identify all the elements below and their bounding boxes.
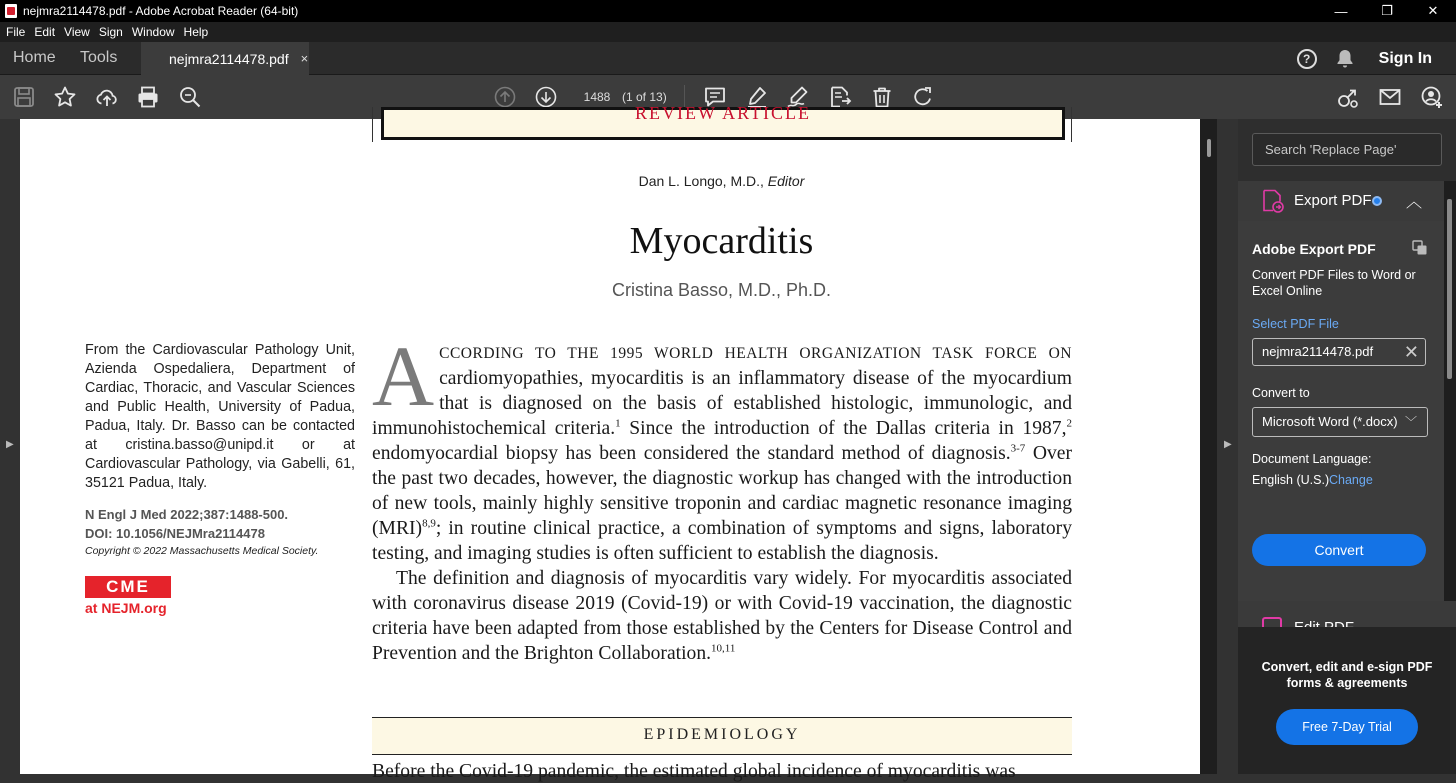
text-run: cardiomyopathies, myocarditis is an inflammatory disease of the myocardium that is diagnosed on the basis of established histologic, immunologic, and immunohistochemical criteria. (372, 368, 1072, 439)
clear-file-icon[interactable]: ✕ (1403, 342, 1419, 362)
document-language-value: English (U.S.) (1252, 473, 1330, 487)
premium-badge-icon (1372, 196, 1382, 206)
menu-view[interactable]: View (64, 25, 90, 39)
window-title: nejmra2114478.pdf - Adobe Acrobat Reader (64-bit) (23, 4, 299, 18)
article-banner-frame (381, 103, 1065, 140)
change-language-link[interactable]: Change (1329, 473, 1373, 487)
affiliation-note: From the Cardiovascular Pathology Unit, Azienda Ospedaliera, Department of Cardiac, Thoracic, and Vascular Sciences and Public Health, University of Padua, Padua, Italy. Dr. Basso can be contacted at cristina.basso@unipd.it or at Cardiovascular Pathology, via Gabelli, 61, 35121 Padua, Italy. (85, 342, 355, 491)
section-rule-bottom (372, 754, 1072, 755)
print-icon[interactable] (136, 85, 160, 109)
selected-file-name: nejmra2114478.pdf (1262, 344, 1374, 359)
export-pdf-header[interactable] (1238, 181, 1456, 221)
text-run: endomyocardial biopsy has been considered the standard method of diagnosis. (372, 443, 1011, 464)
cme-badge[interactable]: CME (85, 576, 171, 598)
maximize-button[interactable]: ❐ (1381, 3, 1393, 18)
cme-link[interactable]: at NEJM.org (85, 600, 167, 616)
lead-in-smallcaps: CCORDING TO THE 1995 WORLD HEALTH ORGANIZATION TASK FORCE ON (439, 345, 1072, 362)
paragraph-2 (372, 566, 1072, 666)
copyright-line: Copyright © 2022 Massachusetts Medical Society. (85, 545, 319, 557)
tab-tools[interactable]: Tools (80, 49, 118, 66)
menu-edit[interactable]: Edit (34, 25, 56, 39)
document-language-label: Document Language: (1252, 452, 1372, 466)
convert-button[interactable]: Convert (1252, 534, 1426, 566)
article-title: Myocarditis (629, 220, 814, 262)
article-body (372, 328, 1072, 666)
right-panel-toggle[interactable] (1217, 119, 1238, 774)
help-icon[interactable]: ? (1297, 49, 1317, 69)
copy-icon[interactable] (1412, 240, 1428, 256)
citation (85, 505, 288, 543)
reference-superscript[interactable]: 3-7 (1010, 442, 1026, 455)
section-first-line: Before the Covid-19 pandemic, the estimated global incidence of myocarditis was (372, 761, 1016, 782)
article-banner (372, 103, 1072, 142)
text-run: The definition and diagnosis of myocarditis vary widely. For myocarditis associated with coronavirus disease 2019 (Covid-19) or with Covid-19 vaccination, the diagnostic criteria have been adapted from those established by the Centers for Disease Control and Prevention and the Brighton Collaboration. (372, 568, 1072, 664)
tools-pane-scroll-thumb[interactable] (1447, 199, 1452, 379)
window-controls (1318, 0, 1456, 22)
account-area (1297, 42, 1456, 75)
zoom-search-icon[interactable] (178, 85, 202, 109)
tools-pane (1238, 119, 1456, 774)
tab-close-icon[interactable]: × (300, 51, 309, 66)
export-pdf-icon (1262, 189, 1284, 213)
page-count: (1 of 13) (622, 90, 667, 104)
text-run: Over the past two decades, however, the diagnostic workup has changed with the introduction of new tools, mainly highly sensitive troponin and cardiac magnetic resonance imaging (MRI) (372, 443, 1072, 539)
menu-bar (0, 22, 1456, 42)
document-scroll-thumb[interactable] (1207, 139, 1211, 157)
text-run: ; in routine clinical practice, a combination of symptoms and signs, laboratory testing, and imaging studies is often sufficient to establish the diagnosis. (372, 518, 1072, 564)
text-run: Since the introduction of the Dallas criteria in 1987, (620, 418, 1067, 439)
section-heading: EPIDEMIOLOGY (643, 726, 801, 743)
sign-in-button[interactable]: Sign In (1378, 49, 1432, 67)
panel-description: Convert PDF Files to Word or Excel Online (1252, 268, 1416, 298)
reference-superscript[interactable]: 10,11 (711, 642, 736, 655)
reference-superscript[interactable]: 8,9 (422, 517, 436, 530)
export-pdf-panel (1238, 221, 1444, 601)
share-link-icon[interactable] (1336, 85, 1360, 109)
left-panel-toggle[interactable] (0, 119, 20, 774)
pdf-page (20, 103, 1200, 782)
promo-text: Convert, edit and e-sign PDF forms & agreements (1261, 660, 1433, 690)
chevron-down-icon: ﹀ (1404, 415, 1417, 429)
trial-promo (1238, 627, 1456, 774)
article-type-label: REVIEW ARTICLE (634, 103, 812, 123)
notification-bell-icon[interactable] (1335, 49, 1355, 69)
reference-superscript[interactable]: 1 (615, 417, 621, 430)
title-bar (0, 0, 1456, 22)
convert-to-label: Convert to (1252, 386, 1310, 400)
tab-home[interactable]: Home (13, 49, 56, 66)
close-window-button[interactable]: ✕ (1427, 3, 1439, 18)
article-author: Cristina Basso, M.D., Ph.D. (611, 280, 832, 300)
editor-role: Editor (767, 173, 805, 189)
tools-search-input[interactable]: Search 'Replace Page' (1252, 133, 1442, 166)
select-pdf-file-link[interactable]: Select PDF File (1252, 317, 1339, 331)
editor-name: Dan L. Longo, M.D., (638, 173, 768, 189)
bookmark-star-icon[interactable] (53, 85, 77, 109)
drop-cap: A (372, 328, 435, 424)
page-number-input[interactable]: 1488 (583, 90, 611, 104)
tab-document[interactable] (141, 42, 309, 75)
collapse-right-arrow-icon[interactable]: ▶ (1224, 439, 1232, 450)
upload-cloud-icon[interactable] (95, 85, 119, 109)
email-icon[interactable] (1378, 85, 1402, 109)
reference-superscript[interactable]: 2 (1066, 417, 1072, 430)
menu-window[interactable]: Window (131, 25, 175, 39)
collapse-chevron-icon[interactable]: ︿ (1406, 194, 1423, 211)
menu-file[interactable]: File (6, 25, 26, 39)
expand-left-arrow-icon[interactable]: ▶ (6, 439, 14, 450)
tab-bar (0, 42, 1456, 75)
save-icon[interactable] (12, 85, 36, 109)
panel-title: Adobe Export PDF (1252, 241, 1376, 257)
add-user-icon[interactable] (1420, 85, 1444, 109)
menu-sign[interactable]: Sign (98, 25, 123, 39)
acrobat-pdf-icon (5, 4, 17, 18)
document-scrollbar[interactable] (1200, 119, 1217, 774)
menu-help[interactable]: Help (183, 25, 209, 39)
citation-doi: DOI: 10.1056/NEJMra2114478 (85, 526, 265, 541)
tab-document-label: nejmra2114478.pdf (169, 50, 289, 67)
citation-journal: N Engl J Med 2022;387:1488-500. (85, 507, 289, 522)
paragraph-1 (372, 328, 1072, 566)
tools-pane-scrollbar[interactable] (1444, 181, 1456, 601)
free-trial-button[interactable]: Free 7-Day Trial (1276, 709, 1418, 745)
convert-format-value: Microsoft Word (*.docx) (1262, 414, 1398, 429)
selected-file-field[interactable] (1252, 338, 1426, 366)
minimize-button[interactable]: — (1334, 3, 1348, 19)
export-pdf-label: Export PDF (1294, 192, 1372, 209)
convert-format-dropdown[interactable] (1252, 407, 1428, 437)
